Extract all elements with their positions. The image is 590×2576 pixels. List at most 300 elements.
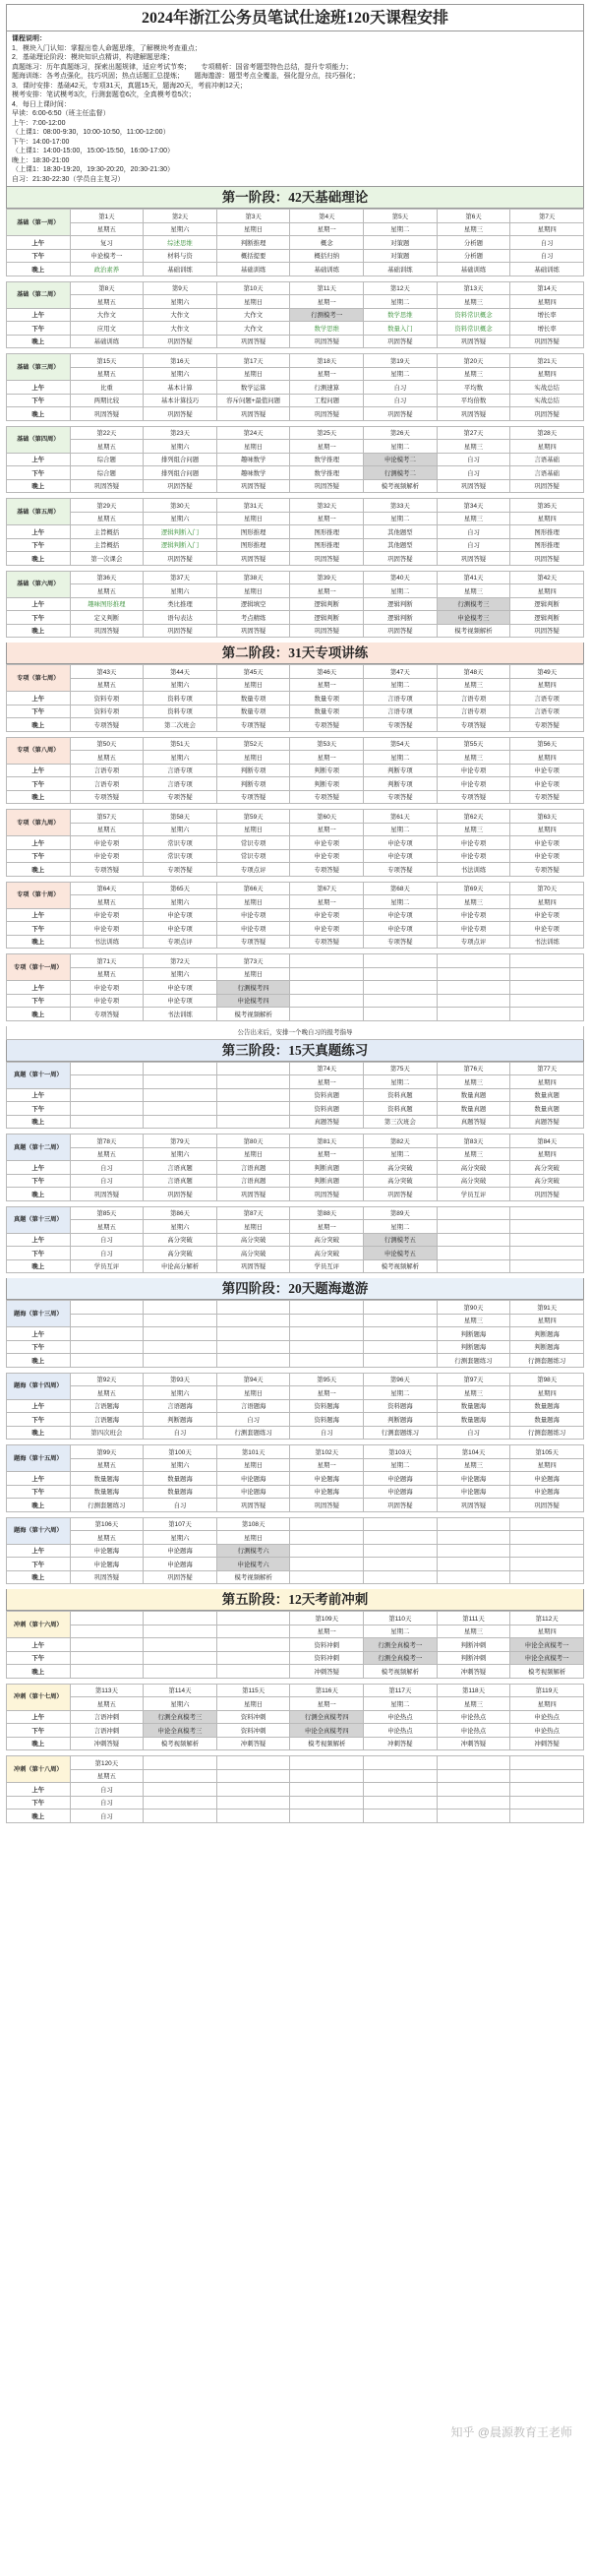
session-cell: 基础训练 bbox=[510, 263, 584, 276]
description-line: 题海训练：各考点强化，技巧巩固；热点话题汇总提炼； 题海遨游：题型考点全覆盖，强化提分点，技巧强化； bbox=[12, 73, 360, 80]
session-cell: 政治素养 bbox=[70, 263, 144, 276]
day-number: 第48天 bbox=[437, 665, 510, 679]
description-line: 4．每日上课时间： bbox=[12, 100, 71, 108]
session-cell: 申论专项 bbox=[437, 836, 510, 850]
session-cell bbox=[290, 1327, 364, 1341]
day-number bbox=[216, 1756, 290, 1770]
weekday: 星期五 bbox=[70, 751, 144, 765]
weekday bbox=[437, 1769, 510, 1783]
session-cell: 专项答疑 bbox=[290, 718, 364, 732]
day-number: 第78天 bbox=[70, 1135, 144, 1148]
session-cell: 自习 bbox=[437, 466, 510, 480]
day-number: 第86天 bbox=[144, 1206, 217, 1220]
session-cell: 言语专项 bbox=[144, 764, 217, 777]
session-cell: 行测套题练习 bbox=[364, 1426, 438, 1440]
session-cell: 大作文 bbox=[216, 322, 290, 336]
session-cell: 工程问题 bbox=[290, 394, 364, 407]
session-cell bbox=[144, 1115, 217, 1129]
session-cell: 趣味数学 bbox=[216, 453, 290, 466]
session-cell bbox=[437, 994, 510, 1008]
session-cell: 行测全真模考三 bbox=[144, 1710, 217, 1724]
session-cell: 高分突破 bbox=[437, 1174, 510, 1188]
day-number: 第108天 bbox=[216, 1517, 290, 1531]
day-number: 第5天 bbox=[364, 210, 438, 223]
session-cell: 基本计算 bbox=[144, 381, 217, 395]
description-line: 下午：14:00-17:00 bbox=[12, 138, 70, 146]
session-cell: 申论专项 bbox=[216, 908, 290, 922]
weekday: 星期四 bbox=[510, 1386, 584, 1400]
session-cell: 申论模考四 bbox=[216, 994, 290, 1008]
session-cell: 巩固答疑 bbox=[70, 1570, 144, 1584]
session-cell: 巩固答疑 bbox=[70, 1188, 144, 1201]
day-number: 第7天 bbox=[510, 210, 584, 223]
weekday: 星期三 bbox=[437, 895, 510, 909]
session-cell: 申论题海 bbox=[70, 1558, 144, 1571]
weekday bbox=[510, 1220, 584, 1234]
session-cell: 基础训练 bbox=[70, 335, 144, 348]
session-cell bbox=[216, 1327, 290, 1341]
day-number: 第47天 bbox=[364, 665, 438, 679]
week-block-label: 冲刺（第十七周） bbox=[7, 1684, 71, 1710]
session-cell: 对策题 bbox=[364, 249, 438, 263]
row-label-evening: 晚上 bbox=[7, 718, 71, 732]
session-cell: 自习 bbox=[510, 249, 584, 263]
session-cell: 概念 bbox=[290, 236, 364, 250]
session-cell bbox=[364, 1796, 438, 1809]
session-cell: 申论专项 bbox=[70, 836, 144, 850]
session-cell bbox=[290, 1544, 364, 1558]
session-cell: 申论专项 bbox=[510, 922, 584, 936]
weekday bbox=[290, 967, 364, 981]
session-cell: 申论模考三 bbox=[437, 611, 510, 625]
session-cell: 言语冲刺 bbox=[70, 1710, 144, 1724]
row-label-evening: 晚上 bbox=[7, 1809, 71, 1823]
weekday: 星期日 bbox=[216, 367, 290, 381]
session-cell: 专项答疑 bbox=[290, 935, 364, 949]
day-number: 第59天 bbox=[216, 810, 290, 824]
session-cell bbox=[70, 1651, 144, 1665]
weekday: 星期二 bbox=[364, 1220, 438, 1234]
session-cell: 申论专项 bbox=[70, 922, 144, 936]
week-block-label: 基础（第五周） bbox=[7, 499, 71, 525]
description-heading: 课程说明： bbox=[12, 35, 46, 42]
session-cell: 自习 bbox=[70, 1161, 144, 1175]
weekday: 星期六 bbox=[144, 584, 217, 598]
session-cell: 模考视频解析 bbox=[216, 1570, 290, 1584]
session-cell: 申论专项 bbox=[70, 994, 144, 1008]
session-cell: 巩固答疑 bbox=[216, 479, 290, 493]
session-cell: 申论专项 bbox=[364, 908, 438, 922]
week-table bbox=[6, 737, 584, 805]
session-cell: 专项答疑 bbox=[364, 790, 438, 804]
session-cell: 巩固答疑 bbox=[144, 335, 217, 348]
weekday: 星期日 bbox=[216, 440, 290, 454]
day-number: 第32天 bbox=[290, 499, 364, 513]
session-cell: 申论专项 bbox=[144, 922, 217, 936]
day-number: 第66天 bbox=[216, 882, 290, 895]
weekday: 星期五 bbox=[70, 895, 144, 909]
weekday: 星期日 bbox=[216, 584, 290, 598]
week-block-label: 基础（第三周） bbox=[7, 354, 71, 381]
row-label-morning: 上午 bbox=[7, 1161, 71, 1175]
session-cell: 判断专项 bbox=[364, 777, 438, 791]
weekday: 星期五 bbox=[70, 678, 144, 692]
session-cell: 申论专项 bbox=[144, 981, 217, 995]
week-table bbox=[6, 1062, 584, 1130]
weekday: 星期二 bbox=[364, 1458, 438, 1472]
session-cell: 行测全真模考四 bbox=[290, 1710, 364, 1724]
weekday: 星期三 bbox=[437, 222, 510, 236]
session-cell: 高分突破 bbox=[290, 1233, 364, 1247]
weekday: 星期三 bbox=[437, 1386, 510, 1400]
row-label-afternoon: 下午 bbox=[7, 1724, 71, 1738]
session-cell: 数量题海 bbox=[510, 1399, 584, 1413]
session-cell: 专项答疑 bbox=[216, 718, 290, 732]
session-cell: 申论题海 bbox=[70, 1544, 144, 1558]
day-number: 第58天 bbox=[144, 810, 217, 824]
week-table bbox=[6, 1444, 584, 1512]
weekday: 星期一 bbox=[290, 222, 364, 236]
session-cell: 判断专项 bbox=[364, 764, 438, 777]
session-cell bbox=[216, 1809, 290, 1823]
session-cell: 巩固答疑 bbox=[510, 407, 584, 421]
session-cell: 专项点评 bbox=[144, 935, 217, 949]
day-number: 第94天 bbox=[216, 1373, 290, 1386]
session-cell: 高分突破 bbox=[510, 1161, 584, 1175]
day-number: 第62天 bbox=[437, 810, 510, 824]
session-cell: 判断真题 bbox=[290, 1161, 364, 1175]
description-line: 早读：6:00-6:50（班主任监督） bbox=[12, 110, 110, 117]
row-label-afternoon: 下午 bbox=[7, 1651, 71, 1665]
session-cell: 言语专项 bbox=[364, 692, 438, 705]
day-number: 第35天 bbox=[510, 499, 584, 513]
session-cell: 逻辑判断 bbox=[364, 597, 438, 611]
week-block-label: 专项（第十一周） bbox=[7, 954, 71, 981]
session-cell: 自习 bbox=[437, 538, 510, 552]
session-cell: 高分突破 bbox=[290, 1247, 364, 1260]
weekday: 星期日 bbox=[216, 1697, 290, 1711]
session-cell: 申论专项 bbox=[510, 849, 584, 863]
session-cell: 巩固答疑 bbox=[510, 335, 584, 348]
session-cell: 常识专项 bbox=[216, 836, 290, 850]
day-number bbox=[510, 1206, 584, 1220]
session-cell: 冲刺答疑 bbox=[510, 1737, 584, 1750]
weekday: 星期四 bbox=[510, 1075, 584, 1089]
day-number: 第54天 bbox=[364, 737, 438, 751]
session-cell: 资料专项 bbox=[70, 705, 144, 718]
course-description bbox=[6, 31, 584, 187]
session-cell: 学员互评 bbox=[70, 1259, 144, 1273]
day-number: 第77天 bbox=[510, 1062, 584, 1075]
day-number bbox=[437, 1756, 510, 1770]
row-label-evening: 晚上 bbox=[7, 1188, 71, 1201]
session-cell: 巩固答疑 bbox=[216, 1188, 290, 1201]
stage-header: 第三阶段：15天真题练习 bbox=[6, 1040, 584, 1062]
day-number: 第52天 bbox=[216, 737, 290, 751]
session-cell: 申论热点 bbox=[364, 1710, 438, 1724]
row-label-afternoon: 下午 bbox=[7, 466, 71, 480]
session-cell: 真题答疑 bbox=[437, 1115, 510, 1129]
session-cell bbox=[437, 1247, 510, 1260]
session-cell: 常识专项 bbox=[216, 849, 290, 863]
weekday: 星期日 bbox=[216, 967, 290, 981]
day-number: 第14天 bbox=[510, 281, 584, 295]
row-label-afternoon: 下午 bbox=[7, 1796, 71, 1809]
day-number: 第74天 bbox=[290, 1062, 364, 1075]
session-cell: 申论专项 bbox=[510, 777, 584, 791]
session-cell: 学员互评 bbox=[290, 1259, 364, 1273]
weekday: 星期一 bbox=[290, 367, 364, 381]
session-cell: 巩固答疑 bbox=[364, 1499, 438, 1512]
session-cell: 申论专项 bbox=[70, 981, 144, 995]
day-number: 第90天 bbox=[437, 1301, 510, 1315]
week-block-label: 题海（第十四周） bbox=[7, 1373, 71, 1399]
session-cell: 巩固答疑 bbox=[290, 1499, 364, 1512]
day-number: 第89天 bbox=[364, 1206, 438, 1220]
session-cell: 判断题海 bbox=[510, 1340, 584, 1354]
session-cell: 书法训练 bbox=[437, 863, 510, 877]
session-cell: 资料真题 bbox=[290, 1102, 364, 1116]
session-cell bbox=[70, 1088, 144, 1102]
day-number: 第69天 bbox=[437, 882, 510, 895]
session-cell: 申论专项 bbox=[510, 764, 584, 777]
session-cell: 逻辑判断 bbox=[290, 597, 364, 611]
description-line: 3．课时安排：基础42天，专项31天，真题15天，题海20天，考前冲刺12天； bbox=[12, 82, 247, 90]
row-label-morning: 上午 bbox=[7, 1327, 71, 1341]
day-number: 第93天 bbox=[144, 1373, 217, 1386]
session-cell: 巩固答疑 bbox=[216, 1259, 290, 1273]
session-cell: 巩固答疑 bbox=[216, 1499, 290, 1512]
session-cell: 申论专项 bbox=[290, 849, 364, 863]
day-number: 第119天 bbox=[510, 1684, 584, 1697]
session-cell: 资料专项 bbox=[144, 692, 217, 705]
session-cell bbox=[510, 1796, 584, 1809]
week-table bbox=[6, 1611, 584, 1679]
session-cell: 模考视频解析 bbox=[364, 1259, 438, 1273]
session-cell: 申论题海 bbox=[510, 1472, 584, 1486]
session-cell: 申论热点 bbox=[437, 1710, 510, 1724]
day-number: 第102天 bbox=[290, 1445, 364, 1459]
session-cell bbox=[70, 1665, 144, 1679]
row-label-afternoon: 下午 bbox=[7, 538, 71, 552]
session-cell: 行测模考四 bbox=[216, 981, 290, 995]
row-label-morning: 上午 bbox=[7, 597, 71, 611]
session-cell: 冲刺答疑 bbox=[290, 1665, 364, 1679]
day-number: 第115天 bbox=[216, 1684, 290, 1697]
session-cell: 巩固答疑 bbox=[510, 624, 584, 638]
session-cell: 言语基础 bbox=[510, 466, 584, 480]
session-cell bbox=[216, 1651, 290, 1665]
session-cell: 其他题型 bbox=[364, 538, 438, 552]
weekday: 星期三 bbox=[437, 584, 510, 598]
row-label-morning: 上午 bbox=[7, 1638, 71, 1652]
day-number: 第45天 bbox=[216, 665, 290, 679]
session-cell: 其他题型 bbox=[364, 525, 438, 539]
day-number: 第120天 bbox=[70, 1756, 144, 1770]
day-number: 第2天 bbox=[144, 210, 217, 223]
session-cell: 综合题 bbox=[70, 453, 144, 466]
session-cell: 行测全真模考一 bbox=[364, 1638, 438, 1652]
session-cell: 基础训练 bbox=[144, 263, 217, 276]
week-block-label: 真题（第十三周） bbox=[7, 1206, 71, 1233]
row-label-afternoon: 下午 bbox=[7, 611, 71, 625]
session-cell: 资料题海 bbox=[290, 1399, 364, 1413]
weekday: 星期日 bbox=[216, 895, 290, 909]
week-table bbox=[6, 498, 584, 566]
row-label-evening: 晚上 bbox=[7, 407, 71, 421]
weekday: 星期日 bbox=[216, 1386, 290, 1400]
weekday: 星期六 bbox=[144, 751, 217, 765]
session-cell: 自习 bbox=[144, 1499, 217, 1512]
day-number bbox=[437, 954, 510, 968]
weekday: 星期一 bbox=[290, 440, 364, 454]
session-cell: 数量专项 bbox=[216, 692, 290, 705]
row-label-afternoon: 下午 bbox=[7, 1174, 71, 1188]
weekday bbox=[510, 967, 584, 981]
session-cell: 判断专项 bbox=[290, 777, 364, 791]
session-cell: 申论题海 bbox=[290, 1485, 364, 1499]
weekday: 星期四 bbox=[510, 440, 584, 454]
day-number: 第71天 bbox=[70, 954, 144, 968]
session-cell: 言语专项 bbox=[70, 777, 144, 791]
session-cell bbox=[290, 1340, 364, 1354]
session-cell: 真题答疑 bbox=[290, 1115, 364, 1129]
session-cell: 申论模考六 bbox=[216, 1558, 290, 1571]
row-label-afternoon: 下午 bbox=[7, 1247, 71, 1260]
weekday: 星期五 bbox=[70, 1220, 144, 1234]
session-cell bbox=[144, 1796, 217, 1809]
weekday: 星期一 bbox=[290, 1458, 364, 1472]
session-cell: 图形推理 bbox=[510, 525, 584, 539]
weekday: 星期二 bbox=[364, 1697, 438, 1711]
row-label-evening: 晚上 bbox=[7, 790, 71, 804]
session-cell bbox=[437, 1544, 510, 1558]
weekday: 星期六 bbox=[144, 222, 217, 236]
session-cell: 巩固答疑 bbox=[216, 624, 290, 638]
session-cell: 专项答疑 bbox=[437, 718, 510, 732]
session-cell: 巩固答疑 bbox=[144, 1188, 217, 1201]
day-number: 第112天 bbox=[510, 1612, 584, 1625]
session-cell: 申论题海 bbox=[510, 1485, 584, 1499]
day-number: 第114天 bbox=[144, 1684, 217, 1697]
session-cell bbox=[144, 1327, 217, 1341]
day-number: 第18天 bbox=[290, 354, 364, 368]
session-cell: 自习 bbox=[70, 1796, 144, 1809]
session-cell: 资料冲刺 bbox=[290, 1638, 364, 1652]
day-number: 第60天 bbox=[290, 810, 364, 824]
session-cell: 申论专项 bbox=[510, 836, 584, 850]
week-block-label: 基础（第一周） bbox=[7, 210, 71, 236]
session-cell: 巩固答疑 bbox=[364, 1188, 438, 1201]
session-cell: 高分突破 bbox=[364, 1161, 438, 1175]
session-cell: 常识专项 bbox=[144, 836, 217, 850]
session-cell: 巩固答疑 bbox=[70, 624, 144, 638]
session-cell: 申论专项 bbox=[70, 908, 144, 922]
session-cell bbox=[144, 1809, 217, 1823]
session-cell: 逻辑判断入门 bbox=[144, 538, 217, 552]
weekday: 星期一 bbox=[290, 512, 364, 525]
day-number: 第99天 bbox=[70, 1445, 144, 1459]
session-cell bbox=[364, 1783, 438, 1797]
day-number bbox=[290, 1517, 364, 1531]
weekday: 星期二 bbox=[364, 440, 438, 454]
day-number: 第65天 bbox=[144, 882, 217, 895]
weekday: 星期一 bbox=[290, 1386, 364, 1400]
session-cell: 判断题海 bbox=[144, 1413, 217, 1427]
session-cell: 资料真题 bbox=[364, 1088, 438, 1102]
session-cell: 考点精练 bbox=[216, 611, 290, 625]
stage-header: 第五阶段：12天考前冲刺 bbox=[6, 1589, 584, 1611]
session-cell: 申论专项 bbox=[216, 922, 290, 936]
weekday: 星期六 bbox=[144, 1220, 217, 1234]
day-number: 第49天 bbox=[510, 665, 584, 679]
session-cell: 增长率 bbox=[510, 308, 584, 322]
session-cell: 资料专项 bbox=[70, 692, 144, 705]
session-cell: 复习 bbox=[70, 236, 144, 250]
row-label-morning: 上午 bbox=[7, 308, 71, 322]
weekday: 星期五 bbox=[70, 1458, 144, 1472]
weekday: 星期三 bbox=[437, 367, 510, 381]
weekday: 星期四 bbox=[510, 1625, 584, 1638]
session-cell: 基础训练 bbox=[216, 263, 290, 276]
weekday: 星期四 bbox=[510, 895, 584, 909]
session-cell: 资料常识概念 bbox=[437, 322, 510, 336]
day-number: 第72天 bbox=[144, 954, 217, 968]
session-cell: 专项答疑 bbox=[216, 790, 290, 804]
weekday: 星期日 bbox=[216, 222, 290, 236]
session-cell: 申论专项 bbox=[437, 764, 510, 777]
weekday: 星期三 bbox=[437, 512, 510, 525]
row-label-afternoon: 下午 bbox=[7, 1340, 71, 1354]
session-cell: 巩固答疑 bbox=[437, 479, 510, 493]
session-cell: 巩固答疑 bbox=[290, 479, 364, 493]
session-cell: 数量真题 bbox=[510, 1102, 584, 1116]
week-block-label: 题海（第十六周） bbox=[7, 1517, 71, 1544]
session-cell: 专项答疑 bbox=[70, 863, 144, 877]
weekday: 星期四 bbox=[510, 222, 584, 236]
weekday bbox=[144, 1769, 217, 1783]
session-cell bbox=[144, 1340, 217, 1354]
day-number: 第80天 bbox=[216, 1135, 290, 1148]
session-cell: 行测套题练习 bbox=[70, 1499, 144, 1512]
week-table bbox=[6, 281, 584, 349]
weekday: 星期一 bbox=[290, 895, 364, 909]
day-number bbox=[510, 1517, 584, 1531]
session-cell: 数学运算 bbox=[216, 381, 290, 395]
session-cell: 申论题海 bbox=[144, 1558, 217, 1571]
session-cell: 申论题海 bbox=[144, 1544, 217, 1558]
session-cell: 行测套题练习 bbox=[510, 1426, 584, 1440]
day-number: 第70天 bbox=[510, 882, 584, 895]
session-cell bbox=[144, 1651, 217, 1665]
session-cell bbox=[510, 1570, 584, 1584]
session-cell: 自习 bbox=[364, 394, 438, 407]
day-number: 第64天 bbox=[70, 882, 144, 895]
session-cell: 定义判断 bbox=[70, 611, 144, 625]
session-cell bbox=[290, 1570, 364, 1584]
session-cell bbox=[437, 981, 510, 995]
session-cell: 言语专项 bbox=[70, 764, 144, 777]
week-table bbox=[6, 1373, 584, 1441]
session-cell: 数量题海 bbox=[437, 1413, 510, 1427]
session-cell: 数量专项 bbox=[290, 705, 364, 718]
session-cell: 言语题海 bbox=[70, 1399, 144, 1413]
row-label-morning: 上午 bbox=[7, 836, 71, 850]
session-cell: 行测套题练习 bbox=[437, 1354, 510, 1368]
day-number: 第104天 bbox=[437, 1445, 510, 1459]
session-cell: 冲刺答疑 bbox=[437, 1665, 510, 1679]
row-label-afternoon: 下午 bbox=[7, 394, 71, 407]
